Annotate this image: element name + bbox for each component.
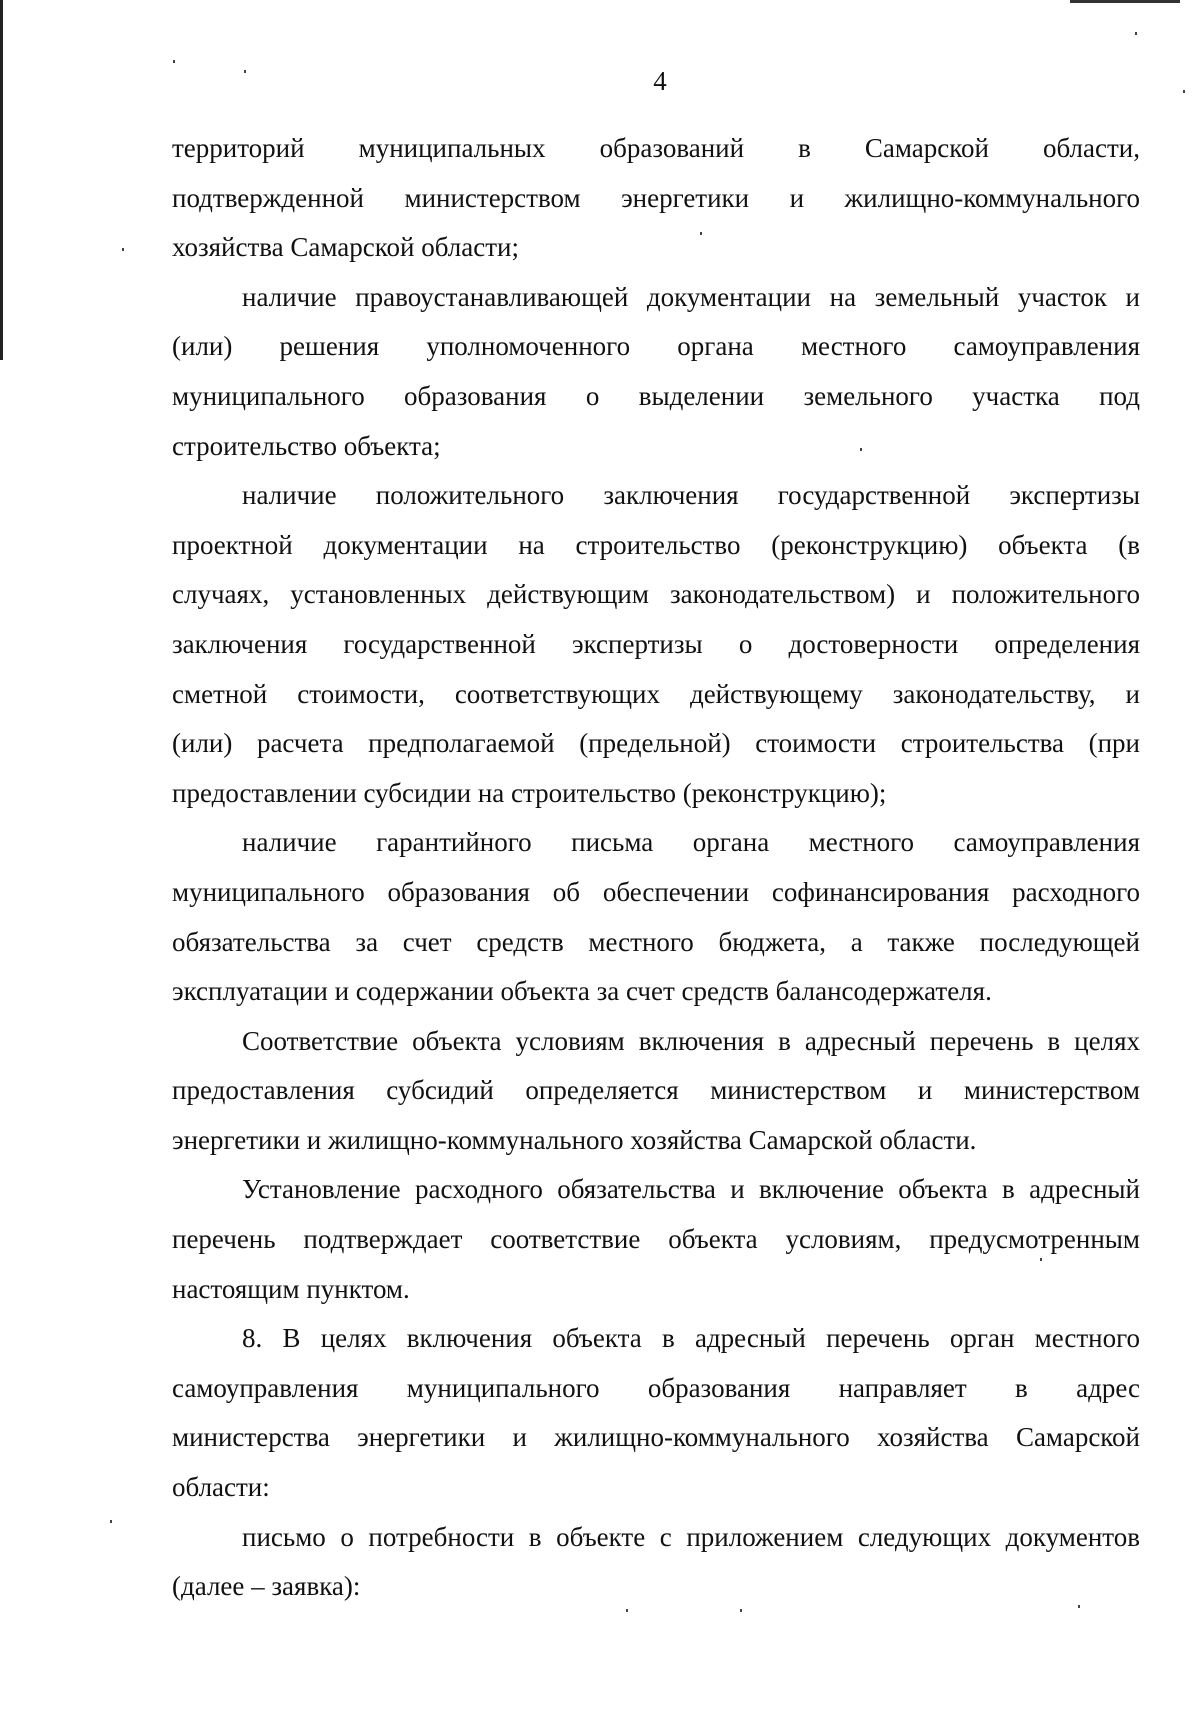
- text-line: предоставления субсидий определяется министерством и министерством: [172, 1075, 1140, 1106]
- scan-speck: [244, 70, 246, 73]
- scan-speck: [1040, 1258, 1042, 1261]
- text-line: (или) решения уполномоченного органа местного самоуправления: [172, 331, 1140, 362]
- text-line: области:: [172, 1472, 270, 1503]
- scan-speck: [1078, 1605, 1080, 1608]
- text-line: энергетики и жилищно-коммунального хозяйства Самарской области.: [172, 1124, 977, 1155]
- text-line: случаях, установленных действующим законодательством) и положительного: [172, 579, 1140, 610]
- scan-speck: [110, 1520, 112, 1523]
- text-line: муниципального образования об обеспечении софинансирования расходного: [172, 876, 1140, 907]
- text-line: Установление расходного обязательства и включение объекта в адресный: [242, 1174, 1140, 1205]
- scan-speck: [1183, 90, 1185, 93]
- scan-speck: [860, 448, 862, 451]
- scan-speck: [122, 248, 124, 251]
- scan-speck: [700, 232, 702, 235]
- paragraph-item-8: [172, 1314, 1140, 1512]
- text-line: хозяйства Самарской области;: [172, 232, 519, 263]
- paragraph-guarantee-letter: [172, 818, 1140, 1016]
- scan-speck: [1135, 32, 1137, 35]
- text-line: строительство объекта;: [172, 430, 441, 461]
- text-line: предоставлении субсидии на строительство (реконструкцию);: [172, 777, 887, 808]
- paragraph-compliance: [172, 1017, 1140, 1166]
- text-line: (далее – заявка):: [172, 1571, 361, 1602]
- text-line: министерства энергетики и жилищно-коммунального хозяйства Самарской: [172, 1422, 1140, 1453]
- text-line: сметной стоимости, соответствующих действующему законодательству, и: [172, 678, 1140, 709]
- text-line: письмо о потребности в объекте с приложением следующих документов: [242, 1521, 1140, 1552]
- text-line: перечень подтверждает соответствие объекта условиям, предусмотренным: [172, 1224, 1140, 1255]
- text-line: наличие гарантийного письма органа местного самоуправления: [242, 827, 1140, 858]
- text-line: проектной документации на строительство (реконструкцию) объекта (в: [172, 529, 1140, 560]
- scan-speck: [740, 1609, 742, 1612]
- paragraph-municipal-territories: [172, 124, 1140, 273]
- paragraph-state-expertise: [172, 471, 1140, 818]
- text-line: эксплуатации и содержании объекта за счет средств балансодержателя.: [172, 976, 992, 1007]
- text-line: Соответствие объекта условиям включения в адресный перечень в целях: [242, 1025, 1140, 1056]
- scan-speck: [626, 1609, 628, 1612]
- text-line: муниципального образования о выделении земельного участка под: [172, 380, 1140, 411]
- scan-border-left: [0, 0, 3, 360]
- document-body: [172, 124, 1140, 1612]
- text-line: территорий муниципальных образований в Самарской области,: [172, 133, 1140, 163]
- paragraph-obligation: [172, 1165, 1140, 1314]
- text-line: подтвержденной министерством энергетики и жилищно-коммунального: [172, 182, 1140, 213]
- text-line: 8. В целях включения объекта в адресный перечень орган местного: [242, 1323, 1140, 1354]
- text-line: обязательства за счет средств местного бюджета, а также последующей: [172, 926, 1140, 957]
- text-line: самоуправления муниципального образования направляет в адрес: [172, 1372, 1140, 1403]
- text-line: наличие положительного заключения государственной экспертизы: [242, 480, 1140, 511]
- text-line: настоящим пунктом.: [172, 1273, 410, 1304]
- scan-border-top: [1070, 0, 1180, 3]
- text-line: заключения государственной экспертизы о достоверности определения: [172, 628, 1140, 659]
- paragraph-request-letter: [172, 1513, 1140, 1612]
- text-line: (или) расчета предполагаемой (предельной) стоимости строительства (при: [172, 728, 1140, 759]
- text-line: наличие правоустанавливающей документации на земельный участок и: [242, 281, 1140, 312]
- page-number: 4: [653, 66, 667, 96]
- scan-speck: [173, 60, 175, 63]
- paragraph-land-documents: [172, 273, 1140, 471]
